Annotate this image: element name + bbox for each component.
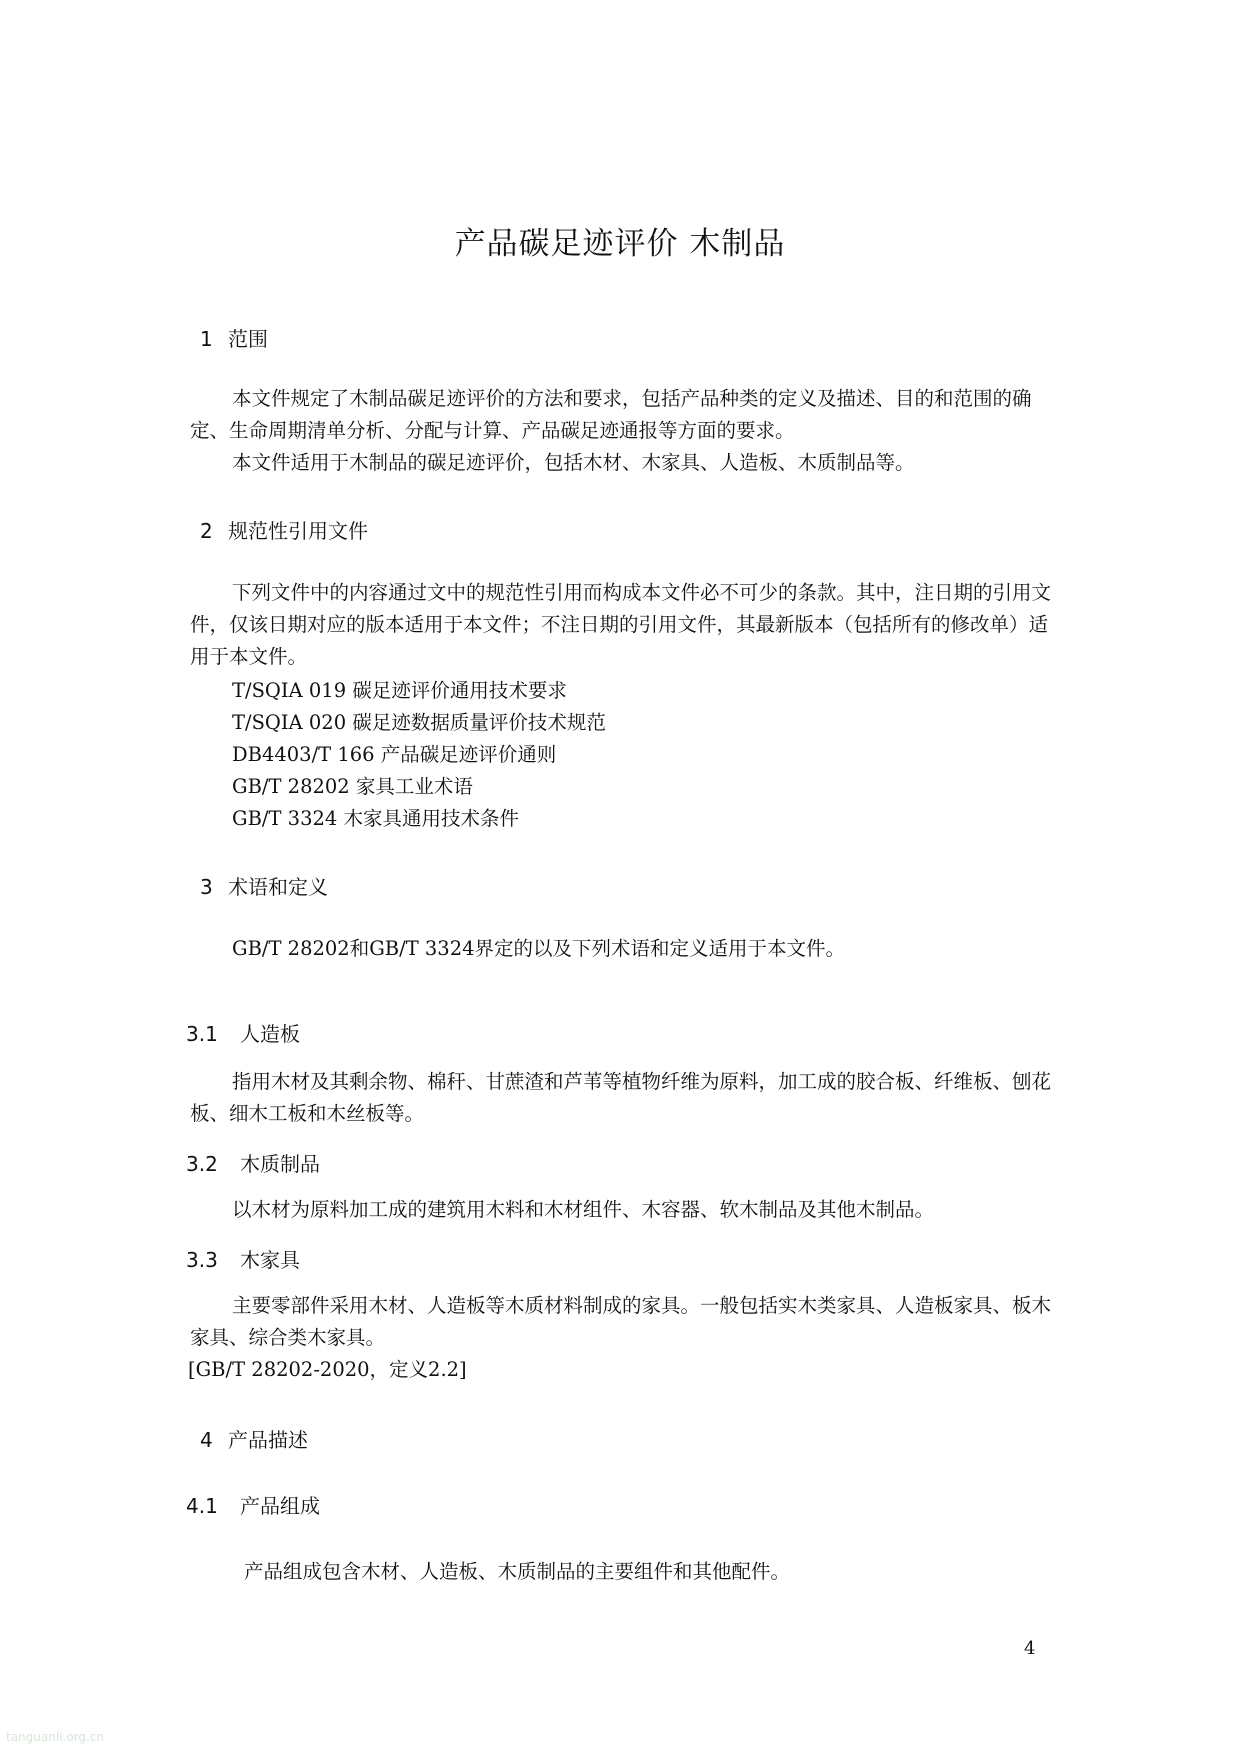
definition-3-3-source: [GB/T 28202-2020，定义2.2] — [188, 1358, 467, 1381]
definition-3-1-text: 指用木材及其剩余物、棉秆、甘蔗渣和芦苇等植物纤维为原料，加工成的胶合板、纤维板、刨花板、细木工板和木丝板等。 — [190, 1070, 1052, 1125]
section-number: 3 — [200, 875, 213, 899]
section-2-heading — [200, 517, 368, 545]
reference-item: DB4403/T 166 产品碳足迹评价通则 — [232, 743, 557, 766]
definition-3-1-heading — [186, 1020, 300, 1048]
definition-3-3-heading — [186, 1246, 300, 1274]
document-title: 产品碳足迹评价 木制品 — [454, 226, 786, 262]
subsection-title: 产品组成 — [240, 1494, 320, 1518]
section-2-paragraph-1: 下列文件中的内容通过文中的规范性引用而构成本文件必不可少的条款。其中，注日期的引用文件，仅该日期对应的版本适用于本文件；不注日期的引用文件，其最新版本（包括所有的修改单）适用于本文件。 — [190, 581, 1052, 668]
section-4-heading — [200, 1426, 308, 1454]
section-number: 2 — [200, 519, 213, 543]
section-1-heading — [200, 325, 268, 353]
definition-3-2-text: 以木材为原料加工成的建筑用木料和木材组件、木容器、软木制品及其他木制品。 — [232, 1198, 935, 1221]
subsection-number: 4.1 — [186, 1494, 218, 1518]
subsection-4-1-heading — [186, 1492, 320, 1520]
section-title: 产品描述 — [228, 1428, 308, 1452]
reference-item: T/SQIA 019 碳足迹评价通用技术要求 — [232, 679, 567, 702]
subsection-4-1-text: 产品组成包含木材、人造板、木质制品的主要组件和其他配件。 — [244, 1560, 791, 1583]
definition-term: 人造板 — [240, 1022, 300, 1046]
reference-item: GB/T 3324 木家具通用技术条件 — [232, 807, 520, 830]
section-title: 术语和定义 — [228, 875, 328, 899]
section-number: 4 — [200, 1428, 213, 1452]
section-1-paragraph-2: 本文件适用于木制品的碳足迹评价，包括木材、木家具、人造板、木质制品等。 — [232, 451, 915, 474]
page-number: 4 — [1024, 1638, 1036, 1659]
reference-item: GB/T 28202 家具工业术语 — [232, 775, 473, 798]
reference-item: T/SQIA 020 碳足迹数据质量评价技术规范 — [232, 711, 606, 734]
section-1-paragraph-1: 本文件规定了木制品碳足迹评价的方法和要求，包括产品种类的定义及描述、目的和范围的确定、生命周期清单分析、分配与计算、产品碳足迹通报等方面的要求。 — [190, 387, 1032, 442]
definition-3-2-heading — [186, 1150, 320, 1178]
section-3-paragraph-1: GB/T 28202和GB/T 3324界定的以及下列术语和定义适用于本文件。 — [232, 937, 846, 960]
section-title: 范围 — [228, 327, 268, 351]
definition-3-3-text: 主要零部件采用木材、人造板等木质材料制成的家具。一般包括实木类家具、人造板家具、板木家具、综合类木家具。 — [190, 1294, 1052, 1349]
definition-number: 3.3 — [186, 1248, 218, 1272]
definition-number: 3.2 — [186, 1152, 218, 1176]
section-3-heading — [200, 873, 328, 901]
section-number: 1 — [200, 327, 213, 351]
definition-number: 3.1 — [186, 1022, 218, 1046]
footer-watermark: tanguanli.org.cn — [6, 1730, 105, 1744]
definition-term: 木质制品 — [240, 1152, 320, 1176]
definition-term: 木家具 — [240, 1248, 300, 1272]
section-title: 规范性引用文件 — [228, 519, 368, 543]
